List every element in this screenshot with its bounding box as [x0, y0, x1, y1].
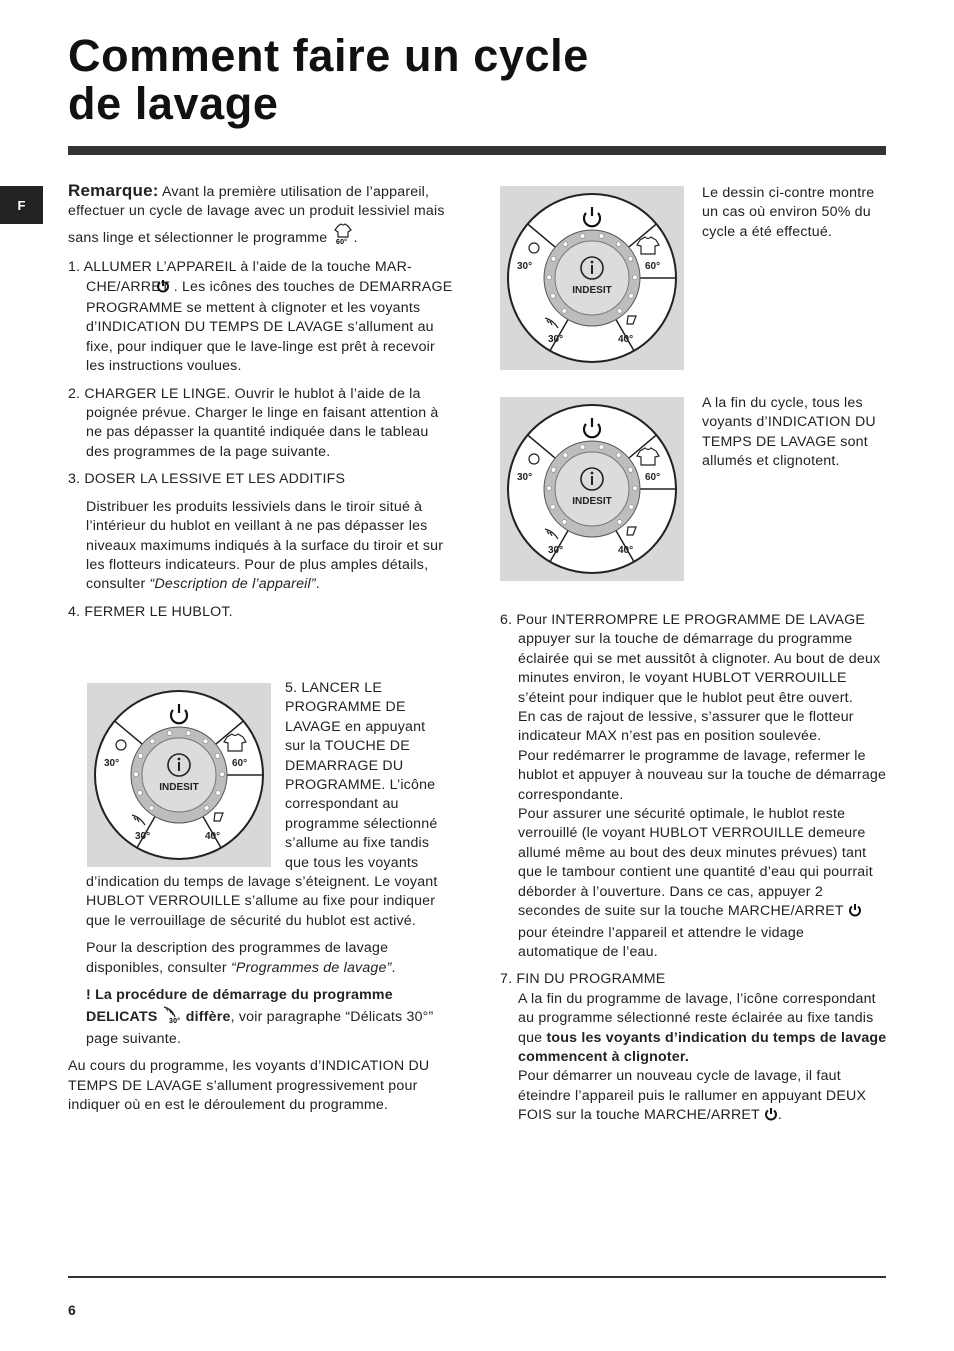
step-3: 3. DOSER LA LESSIVE ET LES ADDITIFS: [68, 471, 346, 488]
temp-40-label: 40°: [618, 334, 634, 345]
temp-60-label: 60°: [232, 758, 248, 769]
step-5-line: 5. LANCER LE: [285, 680, 383, 696]
delicats-warning: ! La procédure de démarrage du programme DELICATS 30° diffère, voir paragraphe “Délicats 30°” page suivante.: [86, 987, 434, 1047]
shirt-60-icon: [332, 222, 354, 250]
left-column-bottom: [68, 873, 456, 1115]
progress-info: Au cours du programme, les voyants d’INDICATION DU TEMPS DE LAVAGE s’allument progressivement pour indiquer où en est le déroulement du programme.: [68, 1058, 430, 1114]
progress-indicator: [562, 309, 567, 314]
progress-indicator: [547, 486, 552, 491]
progress-indicator: [550, 504, 555, 509]
step-5-line: PROGRAMME DE: [285, 699, 406, 716]
progress-indicator: [134, 772, 139, 777]
progress-indicator: [580, 445, 585, 450]
remarque-text: Avant la première utilisation de l’appareil, effectuer un cycle de lavage avec un produit lessiviel mais sans linge et sélectionner le programme: [68, 184, 445, 246]
temp-40-label: 40°: [205, 831, 221, 842]
language-tab: F: [0, 186, 43, 224]
brand-name: INDESIT: [159, 782, 199, 793]
progress-indicator: [617, 520, 622, 525]
dial-center: [555, 452, 629, 526]
dial-center: [555, 241, 629, 315]
progress-indicator: [203, 739, 208, 744]
step-6: 6. Pour INTERROMPRE LE PROGRAMME DE LAVAGE appuyer sur la touche de démarrage du programme éclairée qui se met aussitôt à clignoter. Au bout de deux minutes environ, le voyant HUBLOT VERROUILLE s’éteint pour indiquer que le hublot peut être ouvert. En cas de rajout de lessive, s’assurer que le flotteur indicateur MAX n’est pas en position soulevée. Pour redémarrer le programme de lavage, refermer le hublot et appuyer à nouveau sur la touche de démarrage correspondante. Pour assurer une sécurité optimale, le hublot reste verrouillé (le voyant HUBLOT VERROUILLE demeure allumé même au bout des deux minutes prévues) tant que le tambour contient une quantité d’eau qui pourrait déborder à l’ouverture. Dans ce cas, appuyer 2 secondes de suite sur la touche MARCHE/ARRET pour éteindre l’appareil et attendre le vidage automatique de l’eau.: [500, 612, 887, 960]
right-column-text: [500, 611, 888, 1128]
progress-indicator: [137, 790, 142, 795]
step-5-line: sur la TOUCHE DE: [285, 738, 410, 755]
feather-30-icon: [162, 1005, 182, 1029]
progress-indicator: [220, 772, 225, 777]
temp-30-label: 30°: [517, 261, 533, 272]
progress-indicator: [551, 468, 556, 473]
progress-indicator: [616, 242, 621, 247]
progress-indicator: [563, 453, 568, 458]
progress-indicator: [629, 293, 634, 298]
progress-indicator: [628, 468, 633, 473]
progress-indicator: [629, 504, 634, 509]
progress-indicator: [580, 234, 585, 239]
progress-indicator: [167, 731, 172, 736]
caption-end-cycle: A la fin du cycle, tous les voyants d’INDICATION DU TEMPS DE LAVAGE sont allumés et clignotent.: [702, 395, 876, 470]
step-5-line: LAVAGE en appuyant: [285, 718, 426, 735]
progress-indicator: [204, 806, 209, 811]
dial-center: [142, 738, 216, 812]
step-4: 4. FERMER LE HUBLOT.: [68, 603, 233, 620]
progress-indicator: [599, 234, 604, 239]
step-5-line: DEMARRAGE DU: [285, 757, 404, 774]
program-description: Pour la description des programmes de lavage disponibles, consulter “Programmes de lavage”.: [86, 940, 396, 976]
progress-indicator: [617, 309, 622, 314]
progress-indicator: [551, 257, 556, 262]
page-number: 6: [68, 1302, 76, 1318]
temp-40-label: 40°: [618, 545, 634, 556]
footer-rule: [68, 1276, 886, 1278]
progress-indicator: [215, 754, 220, 759]
step-7: 7. FIN DU PROGRAMME A la fin du programme de lavage, l’icône correspondant au programme sélectionné reste éclairée au fixe tandis que tous les voyants d’indication du temps de lavage commencent à clignoter. Pour démarrer un nouveau cycle de lavage, il faut éteindre l’appareil puis le rallumer en appuyant DEUX FOIS sur la touche MARCHE/ARRET .: [500, 970, 888, 1127]
progress-indicator: [628, 257, 633, 262]
step-5-line: que tous les voyants: [285, 854, 419, 871]
progress-indicator: [216, 790, 221, 795]
progress-indicator: [149, 806, 154, 811]
remarque-label: Remarque:: [68, 181, 159, 200]
step-5-cont: d’indication du temps de lavage s’éteignent. Le voyant HUBLOT VERROUILLE s’allume au fixe pour indiquer que le verrouillage de sécurité du hublot est activé.: [86, 874, 438, 929]
caption-half-cycle: Le dessin ci-contre montre un cas où environ 50% du cycle a été effectué.: [702, 185, 875, 240]
temp-30-label: 30°: [517, 472, 533, 483]
progress-indicator: [563, 242, 568, 247]
brand-name: INDESIT: [572, 496, 612, 507]
title-rule: [68, 146, 886, 155]
temp-30-delicate-label: 30°: [548, 334, 564, 345]
brand-name: INDESIT: [572, 285, 612, 296]
progress-indicator: [616, 453, 621, 458]
temp-30-label: 30°: [104, 758, 120, 769]
progress-indicator: [150, 739, 155, 744]
progress-indicator: [633, 486, 638, 491]
progress-indicator: [186, 731, 191, 736]
power-icon: [764, 1107, 778, 1127]
control-panel-illustration-1: [87, 683, 271, 867]
temp-60-label: 60°: [645, 261, 661, 272]
left-column-top: Remarque: Avant la première utilisation de l’appareil, effectuer un cycle de lavage avec un produit lessiviel mais sans linge et sélectionner le programme 60° . 1. ALLUMER L’APPAREIL à l’aide de la touche MAR-CHE/ARRET . Les icônes des touches de DEMARRAGE PROGRAMME se mettent à clignoter et les voyants d’INDICATION DU TEMPS DE LAVAGE s’allument au fixe, pour indiquer que le lave-linge est prêt à recevoir les instructions voulues. 2. CHARGER LE LINGE. Ouvrir le hublot à l’aide de la poignée prévue. Charger le linge en faisant attention à ne pas dépasser la quantité indiquée dans le tableau des programmes de la page suivante. 3. DOSER LA LESSIVE ET LES ADDITIFS Distribuer les produits lessiviels dans le tiroir situé à l’intérieur du hublot en veillant à ne pas dépasser les niveaux maximums indiqués à la surface du tiroir et sur les flotteurs indicateurs. Pour de plus amples détails, consulter “Description de l’appareil”. 4. FERMER LE HUBLOT.: [68, 181, 456, 622]
temp-30-delicate-label: 30°: [135, 831, 151, 842]
step-5-side: [285, 679, 460, 873]
control-panel-illustration-2: [500, 186, 684, 370]
step-5-line: programme sélectionné: [285, 815, 438, 832]
page-title: Comment faire un cycle de lavage: [68, 30, 589, 129]
step-2: 2. CHARGER LE LINGE. Ouvrir le hublot à l’aide de la poignée prévue. Charger le linge en faisant attention à ne pas dépasser la quantité indiquée dans le tableau des programmes de la page suivante.: [68, 385, 439, 460]
temp-30-delicate-label: 30°: [548, 545, 564, 556]
step-3-body: Distribuer les produits lessiviels dans le tiroir situé à l’intérieur du hublot en veillant à ne pas dépasser les niveaux maximums indiqués à la surface du tiroir et sur les flotteurs indicateurs. Pour de plus amples détails, consulter “Description de l’appareil”.: [86, 498, 444, 593]
step-5-line: PROGRAMME. L’icône: [285, 777, 436, 794]
svg-text:30°: 30°: [168, 1018, 180, 1024]
temp-60-label: 60°: [645, 472, 661, 483]
progress-indicator: [138, 754, 143, 759]
progress-indicator: [599, 445, 604, 450]
svg-text:60°: 60°: [335, 238, 347, 244]
step-5-line: s’allume au fixe tandis: [285, 835, 430, 852]
power-icon: [848, 903, 862, 923]
step-5-line: correspondant au: [285, 796, 399, 813]
step-1: 1. ALLUMER L’APPAREIL à l’aide de la touche MAR-CHE/ARRET . Les icônes des touches de DEMARRAGE PROGRAMME se mettent à clignoter et les voyants d’INDICATION DU TEMPS DE LAVAGE s’allument au fixe, pour indiquer que le lave-linge est prêt à recevoir les instructions voulues.: [68, 259, 453, 375]
progress-indicator: [562, 520, 567, 525]
control-panel-illustration-3: [500, 397, 684, 581]
progress-indicator: [547, 275, 552, 280]
progress-indicator: [550, 293, 555, 298]
progress-indicator: [633, 275, 638, 280]
